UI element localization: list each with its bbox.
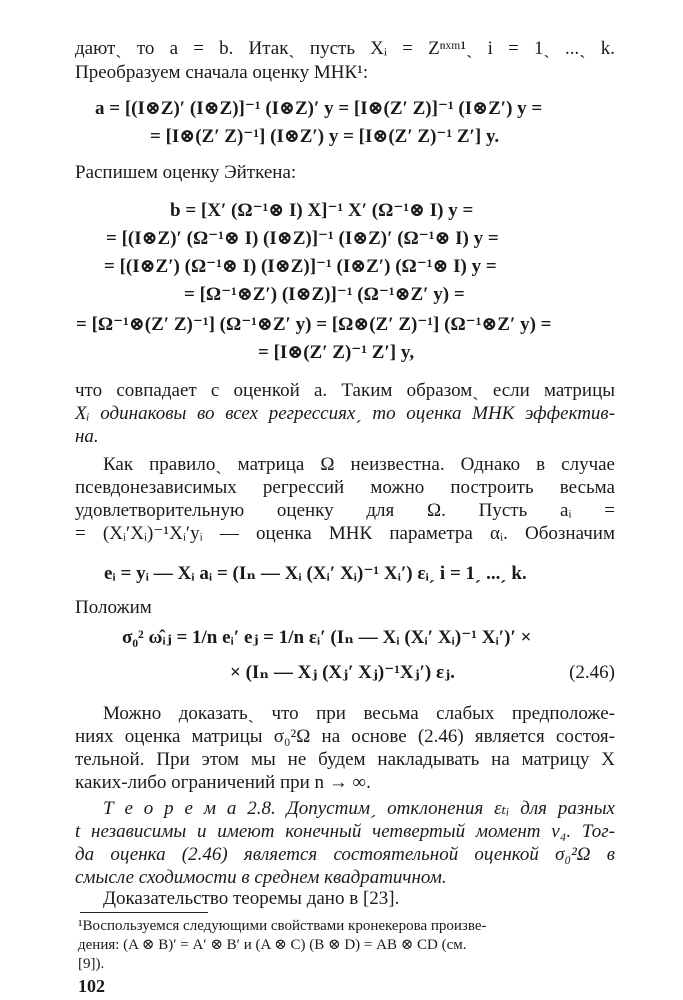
text-line: удовлетворительную оценку для Ω. Пусть aᵢ = xyxy=(75,500,615,521)
text-line: Как правилоˏ матрица Ω неизвестна. Однако в случае xyxy=(103,454,615,475)
text-line: Можно доказатьˏ что при весьма слабых предположе- xyxy=(103,703,615,724)
text-line: что совпадает с оценкой a. Таким образомˏ если матрицы xyxy=(75,380,615,401)
equation-line: σ₀² ω̂ᵢⱼ = 1/n eᵢ′ eⱼ = 1/n εᵢ′ (Iₙ — Xᵢ (Xᵢ′ Xᵢ)⁻¹ Xᵢ′)′ × xyxy=(122,627,532,648)
theorem-line: Т е о р е м а 2.8. Допустимˏ отклонения εₜᵢ для разных xyxy=(103,798,615,819)
equation-line: a = [(I⊗Z)′ (I⊗Z)]⁻¹ (I⊗Z)′ y = [I⊗(Z′ Z)]⁻¹ (I⊗Z′) y = xyxy=(95,98,543,119)
equation-line: = [I⊗(Z′ Z)⁻¹ Z′] y, xyxy=(258,342,415,363)
page-number: 102 xyxy=(78,976,105,996)
equation-line: = [Ω⁻¹⊗(Z′ Z)⁻¹] (Ω⁻¹⊗Z′ y) = [Ω⊗(Z′ Z)⁻¹] (Ω⁻¹⊗Z′ y) = xyxy=(76,314,552,335)
text-line: = (Xᵢ′Xᵢ)⁻¹Xᵢ′yᵢ — оценка МНК параметра αᵢ. Обозначим xyxy=(75,523,615,544)
theorem-line: да оценка (2.46) является состоятельной оценкой σ₀²Ω в xyxy=(75,844,615,865)
text-line: на. xyxy=(75,426,99,447)
equation-line: × (Iₙ — Xⱼ (Xⱼ′ Xⱼ)⁻¹Xⱼ′) εⱼ. xyxy=(230,662,455,683)
theorem-line: смысле сходимости в среднем квадратичном. xyxy=(75,867,447,888)
footnote-divider xyxy=(80,912,208,913)
theorem-line: t независимы и имеют конечный четвертый момент ν₄. Тог- xyxy=(75,821,615,842)
equation-line: eᵢ = yᵢ — Xᵢ aᵢ = (Iₙ — Xᵢ (Xᵢ′ Xᵢ)⁻¹ Xᵢ′) εᵢˏ i = 1ˏ ...ˏ k. xyxy=(104,563,527,584)
text-line: каких-либо ограничений при n → ∞. xyxy=(75,772,371,793)
footnote-line: дения: (A ⊗ B)′ = A′ ⊗ B′ и (A ⊗ C) (B ⊗ D) = AB ⊗ CD (см. xyxy=(78,937,467,953)
equation-number: (2.46) xyxy=(569,662,615,683)
footnote-line: ¹Воспользуемся следующими свойствами кронекерова произве- xyxy=(78,918,487,934)
text-line: тельной. При этом мы не будем накладывать на матрицу X xyxy=(75,749,615,770)
equation-line: = [I⊗(Z′ Z)⁻¹] (I⊗Z′) y = [I⊗(Z′ Z)⁻¹ Z′] y. xyxy=(150,126,500,147)
equation-line: = [(I⊗Z)′ (Ω⁻¹⊗ I) (I⊗Z)]⁻¹ (I⊗Z)′ (Ω⁻¹⊗ I) y = xyxy=(106,228,499,249)
equation-line: b = [X′ (Ω⁻¹⊗ I) X]⁻¹ X′ (Ω⁻¹⊗ I) y = xyxy=(170,200,474,221)
text-line: даютˏ то a = b. Итакˏ пусть Xᵢ = Zⁿˣᵐ¹ˏ i = 1ˏ ...ˏ k. xyxy=(75,38,615,59)
proof-line: Доказательство теоремы дано в [23]. xyxy=(103,888,400,909)
footnote-line: [9]). xyxy=(78,956,105,972)
text-line: Распишем оценку Эйткена: xyxy=(75,162,297,183)
text-line: Преобразуем сначала оценку МНК¹: xyxy=(75,62,369,83)
text-line: псевдонезависимых регрессий можно построить весьма xyxy=(75,477,615,498)
equation-line: = [Ω⁻¹⊗Z′) (I⊗Z)]⁻¹ (Ω⁻¹⊗Z′ y) = xyxy=(184,284,465,305)
text-line: ниях оценка матрицы σ₀²Ω на основе (2.46) является состоя- xyxy=(75,726,615,747)
text-line: Положим xyxy=(75,597,152,618)
text-line: Xᵢ одинаковы во всех регрессияхˏ то оценка МНК эффектив- xyxy=(75,403,615,424)
equation-line: = [(I⊗Z′) (Ω⁻¹⊗ I) (I⊗Z)]⁻¹ (I⊗Z′) (Ω⁻¹⊗ I) y = xyxy=(104,256,497,277)
